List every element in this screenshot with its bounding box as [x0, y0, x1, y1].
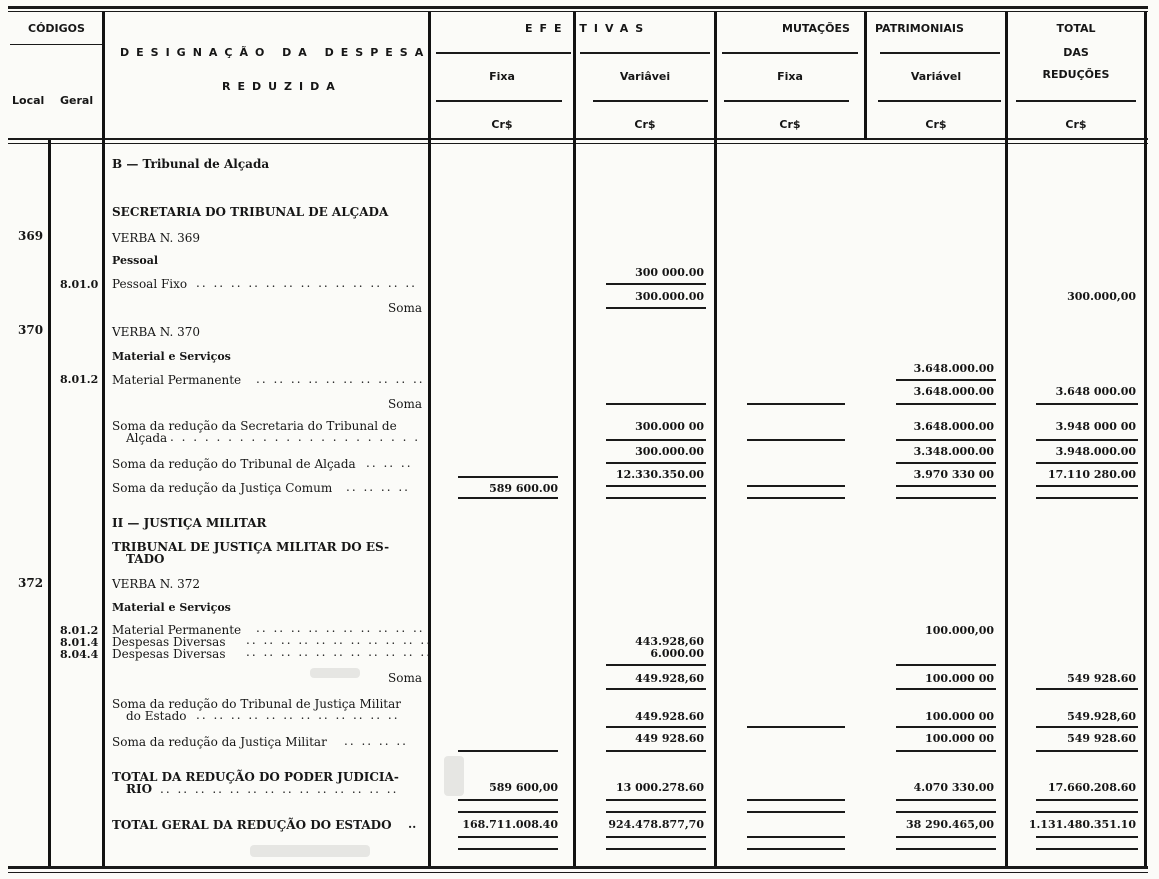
code-geral-801-0: 8.01.0	[60, 278, 99, 291]
val-geral-var: 924.478.877,70	[608, 818, 704, 831]
leader-dots: .. .. .. .. .. .. .. .. .. .. ..	[246, 633, 433, 647]
rule	[1036, 848, 1138, 850]
val-soma-trib-mut: 3.348.000.00	[913, 445, 994, 458]
rule	[896, 664, 996, 666]
mut-var-header: Variável	[910, 70, 962, 83]
geral-header: Geral	[60, 94, 94, 107]
rule	[1036, 403, 1138, 405]
secretaria-title: SECRETARIA DO TRIBUNAL DE ALÇADA	[112, 205, 389, 219]
leader-dots: .. .. .. .. .. .. .. .. .. .. ..	[246, 645, 433, 659]
codigos-rule	[10, 44, 102, 45]
val-soma-369: 300.000.00	[635, 290, 704, 303]
currency-total: Cr$	[1065, 118, 1087, 131]
rule	[606, 726, 706, 728]
val-soma-trib-var: 300.000.00	[635, 445, 704, 458]
scan-smudge	[444, 756, 464, 796]
leader-dots: ..	[408, 817, 417, 831]
col-rule-mut-var	[1005, 12, 1008, 866]
val-item-a-mut: 100.000,00	[925, 624, 994, 637]
val-comum-mut: 3.970 330 00	[913, 468, 994, 481]
mut-fixa-rule	[722, 52, 858, 54]
val-judic-fixa: 589 600,00	[489, 781, 558, 794]
rule	[606, 836, 706, 838]
rule	[1036, 799, 1138, 801]
soma-jm-label: Soma da redução da Justiça Militar	[112, 735, 327, 749]
item-despesas-diversas-1: Despesas Diversas	[112, 635, 226, 649]
rule	[1036, 726, 1138, 728]
rule	[606, 848, 706, 850]
header-bottom-rule-inner	[8, 143, 1148, 144]
material-permanente-label: Material Permanente	[112, 373, 242, 387]
rule	[896, 462, 996, 464]
top-border-inner	[8, 11, 1148, 12]
total-currency-rule	[1016, 100, 1136, 102]
rule	[1036, 688, 1138, 690]
val-soma-sec-var: 300.000 00	[635, 420, 704, 433]
total-369: 300.000,00	[1067, 290, 1136, 303]
leader-dots: .. .. .. .. .. .. .. .. .. ..	[256, 621, 425, 635]
total-soma-sec: 3.948 000 00	[1055, 420, 1136, 433]
rule	[1036, 462, 1138, 464]
soma-369-label: Soma	[388, 301, 422, 315]
total-soma-tjm: 549.928,60	[1067, 710, 1136, 723]
currency-efet-fixa: Cr$	[491, 118, 513, 131]
col-rule-efet-fixa	[573, 12, 576, 866]
total-geral-label: TOTAL GERAL DA REDUÇÃO DO ESTADO	[112, 818, 392, 832]
item-despesas-diversas-2: Despesas Diversas	[112, 647, 226, 661]
col-rule-mut-fixa-head	[864, 12, 867, 140]
col-rule-geral	[102, 12, 105, 866]
total-judiciario-line2: RIO	[126, 782, 153, 796]
total-370: 3.648 000.00	[1055, 385, 1136, 398]
patrimoniais-header: PATRIMONIAIS	[875, 22, 964, 35]
col-rule-designacao	[428, 12, 431, 866]
efetivas-header: EFE TIVAS	[525, 22, 651, 35]
code-geral-b: 8.01.4	[60, 636, 99, 649]
rule	[896, 439, 996, 441]
local-header: Local	[12, 94, 45, 107]
code-geral-801-2: 8.01.2	[60, 373, 99, 386]
verba-370: VERBA N. 370	[112, 325, 201, 339]
soma-secretaria-line1: Soma da redução da Secretaria do Tribunal de	[112, 419, 397, 433]
soma-tjm-line1: Soma da redução do Tribunal de Justiça Militar	[112, 697, 402, 711]
scan-smudge	[310, 668, 360, 678]
rule	[458, 848, 558, 850]
rule	[896, 750, 996, 752]
trib-militar-line1: TRIBUNAL DE JUSTIÇA MILITAR DO ES-	[112, 540, 390, 554]
soma-tribunal-label: Soma da redução do Tribunal de Alçada	[112, 457, 356, 471]
soma-secretaria-line2: Alçada	[126, 431, 168, 445]
leader-dots: . . . . . . . . . . . . . . . . . . . . . .	[170, 430, 421, 444]
total-comum: 17.110 280.00	[1047, 468, 1136, 481]
verba-372: VERBA N. 372	[112, 577, 201, 591]
rule	[1036, 811, 1138, 813]
pessoal-heading: Pessoal	[112, 254, 159, 267]
rule	[606, 283, 706, 285]
mut-var-rule	[880, 52, 1000, 54]
section-ii-title: II — JUSTIÇA MILITAR	[112, 516, 267, 530]
leader-dots: .. .. .. .. .. .. .. .. .. ..	[256, 372, 425, 386]
rule	[606, 439, 706, 441]
soma-370-label: Soma	[388, 397, 422, 411]
reducoes-header: REDUÇÕES	[1042, 68, 1110, 81]
code-local-370: 370	[18, 323, 44, 337]
rule	[747, 848, 845, 850]
rule	[747, 485, 845, 487]
val-comum-var: 12.330.350.00	[615, 468, 704, 481]
bottom-border-inner	[8, 872, 1148, 873]
scan-smudge	[250, 845, 370, 857]
rule	[606, 664, 706, 666]
rule	[896, 497, 996, 499]
val-pessoal-fixo: 300 000.00	[635, 266, 704, 279]
rule	[747, 799, 845, 801]
codigos-header: CÓDIGOS	[28, 22, 85, 35]
trib-militar-line2: TADO	[126, 552, 165, 566]
soma-tjm-line2: do Estado	[126, 709, 187, 723]
total-soma-jm: 549 928.60	[1067, 732, 1136, 745]
total-soma-trib: 3.948.000.00	[1055, 445, 1136, 458]
currency-mut-var: Cr$	[925, 118, 947, 131]
val-soma-tjm-var: 449.928.60	[635, 710, 704, 723]
rule	[896, 799, 996, 801]
efet-var-header: Variâvei	[619, 70, 671, 83]
val-geral-mut: 38 290.465,00	[905, 818, 994, 831]
item-material-permanente: Material Permanente	[112, 623, 242, 637]
rule	[896, 379, 996, 381]
rule	[606, 811, 706, 813]
soma-comum-label: Soma da redução da Justiça Comum	[112, 481, 333, 495]
rule	[606, 307, 706, 309]
code-geral-a: 8.01.2	[60, 624, 99, 637]
verba-369: VERBA N. 369	[112, 231, 201, 245]
leader-dots: .. .. .. ..	[346, 480, 410, 494]
col-rule-efet-var	[714, 12, 717, 866]
mut-var-currency-rule	[878, 100, 1001, 102]
val-soma-370: 3.648.000.00	[913, 385, 994, 398]
section-b-title: B — Tribunal de Alçada	[112, 157, 270, 171]
rule	[458, 497, 558, 499]
rule	[747, 726, 845, 728]
rule	[896, 403, 996, 405]
rule	[458, 799, 558, 801]
rule	[896, 811, 996, 813]
val-geral-fixa: 168.711.008.40	[462, 818, 558, 831]
leader-dots: .. .. ..	[366, 456, 413, 470]
mut-fixa-header: Fixa	[777, 70, 803, 83]
val-soma-tjm-mut: 100.000 00	[925, 710, 994, 723]
total-judiciario-line1: TOTAL DA REDUÇÃO DO PODER JUDICIA-	[112, 770, 399, 784]
rule	[896, 485, 996, 487]
rule	[747, 497, 845, 499]
rule	[458, 836, 558, 838]
rule	[747, 811, 845, 813]
val-soma-sec-mut: 3.648.000.00	[913, 420, 994, 433]
rule	[747, 403, 845, 405]
mutacoes-header: MUTAÇÕES	[782, 22, 850, 35]
rule	[606, 497, 706, 499]
val-soma-372-var: 449.928,60	[635, 672, 704, 685]
rule	[1036, 439, 1138, 441]
col-rule-right	[1144, 12, 1147, 866]
val-soma-jm-var: 449 928.60	[635, 732, 704, 745]
rule	[458, 476, 558, 478]
currency-efet-var: Cr$	[634, 118, 656, 131]
rule	[606, 799, 706, 801]
leader-dots: .. .. .. ..	[344, 734, 408, 748]
rule	[896, 836, 996, 838]
rule	[747, 439, 845, 441]
material-servicos-heading: Material e Serviços	[112, 350, 231, 363]
val-item-c: 6.000.00	[650, 647, 704, 660]
total-372: 549 928.60	[1067, 672, 1136, 685]
total-judic: 17.660.208.60	[1047, 781, 1136, 794]
rule	[896, 848, 996, 850]
rule	[458, 811, 558, 813]
rule	[606, 403, 706, 405]
efet-fixa-header: Fixa	[489, 70, 515, 83]
mut-fixa-currency-rule	[724, 100, 849, 102]
val-soma-372-mut: 100.000 00	[925, 672, 994, 685]
rule	[1036, 497, 1138, 499]
val-comum-fixa: 589 600.00	[489, 482, 558, 495]
fixa-currency-rule	[436, 100, 562, 102]
val-mat-perm-370: 3.648.000.00	[913, 362, 994, 375]
leader-dots: .. .. .. .. .. .. .. .. .. .. .. .. .. ..	[160, 782, 399, 796]
currency-mut-fixa: Cr$	[779, 118, 801, 131]
rule	[747, 836, 845, 838]
bottom-border	[8, 866, 1148, 869]
var-currency-rule	[593, 100, 708, 102]
rule	[1036, 750, 1138, 752]
leader-dots: .. .. .. .. .. .. .. .. .. .. .. ..	[196, 708, 400, 722]
rule	[606, 462, 706, 464]
rule	[896, 726, 996, 728]
efetivas-fixa-rule	[436, 52, 571, 54]
rule	[458, 750, 558, 752]
code-local-372: 372	[18, 576, 44, 590]
val-judic-mut: 4.070 330.00	[913, 781, 994, 794]
material-servicos-heading-2: Material e Serviços	[112, 601, 231, 614]
val-judic-var: 13 000.278.60	[615, 781, 704, 794]
rule	[606, 750, 706, 752]
pessoal-fixo-label: Pessoal Fixo	[112, 277, 188, 291]
rule	[606, 688, 706, 690]
efetivas-var-rule	[580, 52, 710, 54]
code-geral-c: 8.04.4	[60, 648, 99, 661]
rule	[1036, 836, 1138, 838]
total-header: TOTAL	[1056, 22, 1096, 35]
das-header: DAS	[1063, 46, 1089, 59]
code-local-369: 369	[18, 229, 44, 243]
reduzida-header: REDUZIDA	[222, 80, 342, 93]
val-soma-jm-mut: 100.000 00	[925, 732, 994, 745]
soma-372-label: Soma	[388, 671, 422, 685]
val-item-b: 443.928,60	[635, 635, 704, 648]
rule	[896, 688, 996, 690]
leader-dots: .. .. .. .. .. .. .. .. .. .. .. .. ..	[196, 276, 417, 290]
designacao-header: DESIGNAÇÃO DA DESPESA	[120, 46, 431, 59]
total-geral-val: 1.131.480.351.10	[1028, 818, 1136, 831]
rule	[1036, 485, 1138, 487]
col-rule-local	[48, 140, 51, 866]
top-border	[8, 6, 1148, 9]
header-bottom-rule	[8, 138, 1148, 140]
rule	[606, 485, 706, 487]
